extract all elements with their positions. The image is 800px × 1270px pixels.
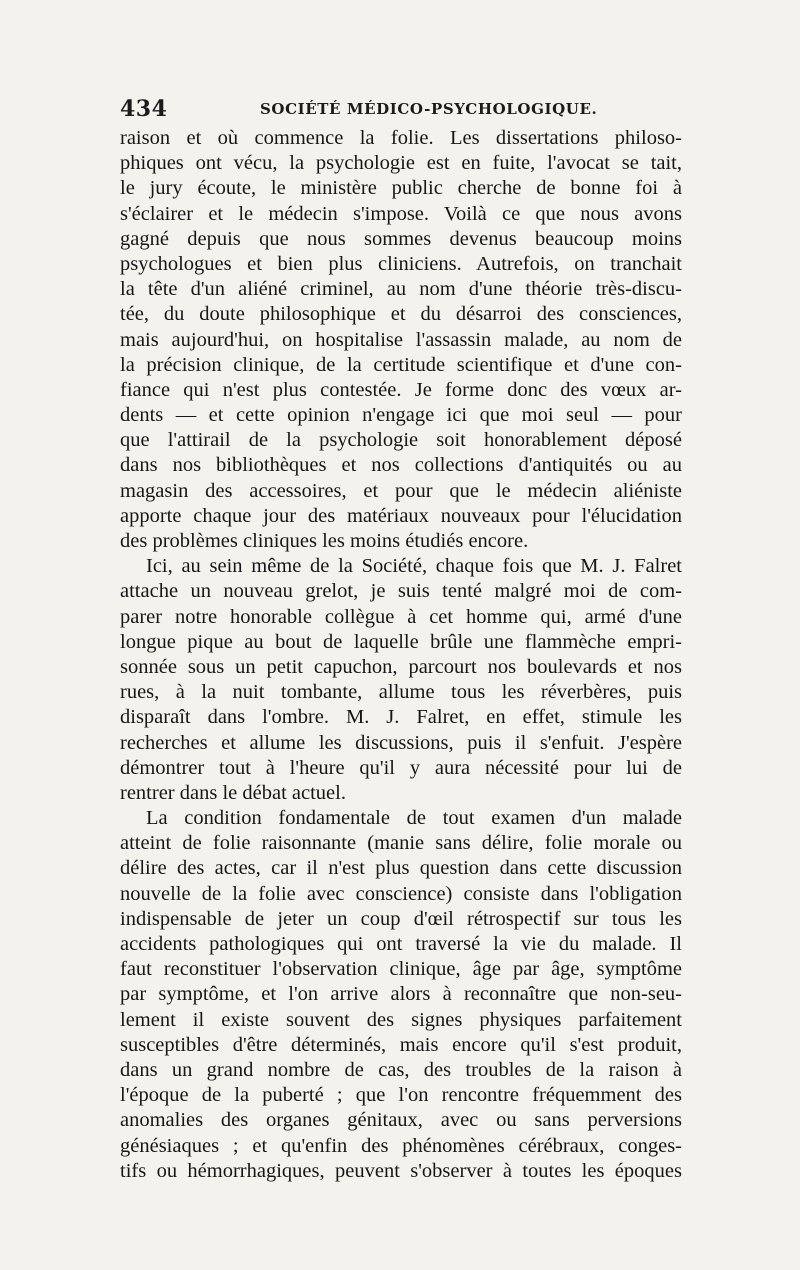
text-line: magasin des accessoires, et pour que le médecin aliéniste <box>120 479 682 502</box>
text-line: tifs ou hémorrhagiques, peuvent s'observer à toutes les époques <box>120 1159 682 1182</box>
page-number: 434 <box>120 96 168 122</box>
text-line: attache un nouveau grelot, je suis tenté malgré moi de com- <box>120 580 682 603</box>
text-line: que l'attirail de la psychologie soit honorablement déposé <box>120 429 682 452</box>
text-line: apporte chaque jour des matériaux nouveaux pour l'élucidation <box>120 504 682 527</box>
text-line: sonnée sous un petit capuchon, parcourt nos boulevards et nos <box>120 655 682 678</box>
paragraph-1 <box>120 126 682 554</box>
paragraph-2 <box>120 554 682 806</box>
text-line: recherches et allume les discussions, puis il s'enfuit. J'espère <box>120 731 682 754</box>
text-line: mais aujourd'hui, on hospitalise l'assassin malade, au nom de <box>120 328 682 351</box>
text-line: dans nos bibliothèques et nos collections d'antiquités ou au <box>120 454 682 477</box>
text-line: longue pique au bout de laquelle brûle une flammèche empri- <box>120 630 682 653</box>
text-line: psychologues et bien plus cliniciens. Autrefois, on tranchait <box>120 252 682 275</box>
text-line: accidents pathologiques qui ont traversé la vie du malade. Il <box>120 933 682 955</box>
text-line: génésiaques ; et qu'enfin des phénomènes cérébraux, conges- <box>120 1134 682 1157</box>
running-head: SOCIÉTÉ MÉDICO-PSYCHOLOGIQUE. <box>260 100 598 118</box>
text-line: parer notre honorable collègue à cet homme qui, armé d'une <box>120 605 682 628</box>
text-line: dans un grand nombre de cas, des troubles de la raison à <box>120 1058 682 1081</box>
text-line: phiques ont vécu, la psychologie est en fuite, l'avocat se tait, <box>120 152 682 175</box>
text-line: atteint de folie raisonnante (manie sans délire, folie morale ou <box>120 832 682 855</box>
text-line: le jury écoute, le ministère public cherche de bonne foi à <box>120 177 682 200</box>
text-line: lement il existe souvent des signes physiques parfaitement <box>120 1008 682 1031</box>
text-line: nouvelle de la folie avec conscience) consiste dans l'obligation <box>120 882 682 905</box>
text-line: s'éclairer et le médecin s'impose. Voilà ce que nous avons <box>120 202 682 225</box>
text-line: fiance qui n'est plus contestée. Je forme donc des vœux ar- <box>120 378 682 401</box>
text-line: des problèmes cliniques les moins étudiés encore. <box>120 530 529 552</box>
page-header <box>120 96 685 124</box>
text-line: faut reconstituer l'observation clinique, âge par âge, symptôme <box>120 958 682 981</box>
paragraph-3 <box>120 806 682 1184</box>
text-line: tée, du doute philosophique et du désarroi des consciences, <box>120 303 682 326</box>
text-line: rentrer dans le débat actuel. <box>120 781 346 804</box>
text-line: raison et où commence la folie. Les dissertations philoso- <box>120 127 682 149</box>
text-line: dents — et cette opinion n'engage ici que moi seul — pour <box>120 404 682 427</box>
text-line: Ici, au sein même de la Société, chaque fois que M. J. Falret <box>146 555 682 578</box>
text-line: gagné depuis que nous sommes devenus beaucoup moins <box>120 227 682 250</box>
text-line: rues, à la nuit tombante, allume tous les réverbères, puis <box>120 681 682 704</box>
text-line: l'époque de la puberté ; que l'on rencontre fréquemment des <box>120 1084 682 1107</box>
text-line: anomalies des organes génitaux, avec ou sans perversions <box>120 1109 682 1132</box>
text-line: la précision clinique, de la certitude scientifique et d'une con- <box>120 353 682 376</box>
text-line: la tête d'un aliéné criminel, au nom d'une théorie très-discu- <box>120 278 682 301</box>
text-line: démontrer tout à l'heure qu'il y aura nécessité pour lui de <box>120 756 682 779</box>
text-line: délire des actes, car il n'est plus question dans cette discussion <box>120 857 682 880</box>
text-line: disparaît dans l'ombre. M. J. Falret, en effet, stimule les <box>120 706 682 729</box>
text-line: susceptibles d'être déterminés, mais encore qu'il s'est produit, <box>120 1033 682 1056</box>
text-line: indispensable de jeter un coup d'œil rétrospectif sur tous les <box>120 907 682 930</box>
text-line: La condition fondamentale de tout examen d'un malade <box>146 807 682 830</box>
body-text <box>120 126 682 1184</box>
text-line: par symptôme, et l'on arrive alors à reconnaître que non-seu- <box>120 983 682 1006</box>
